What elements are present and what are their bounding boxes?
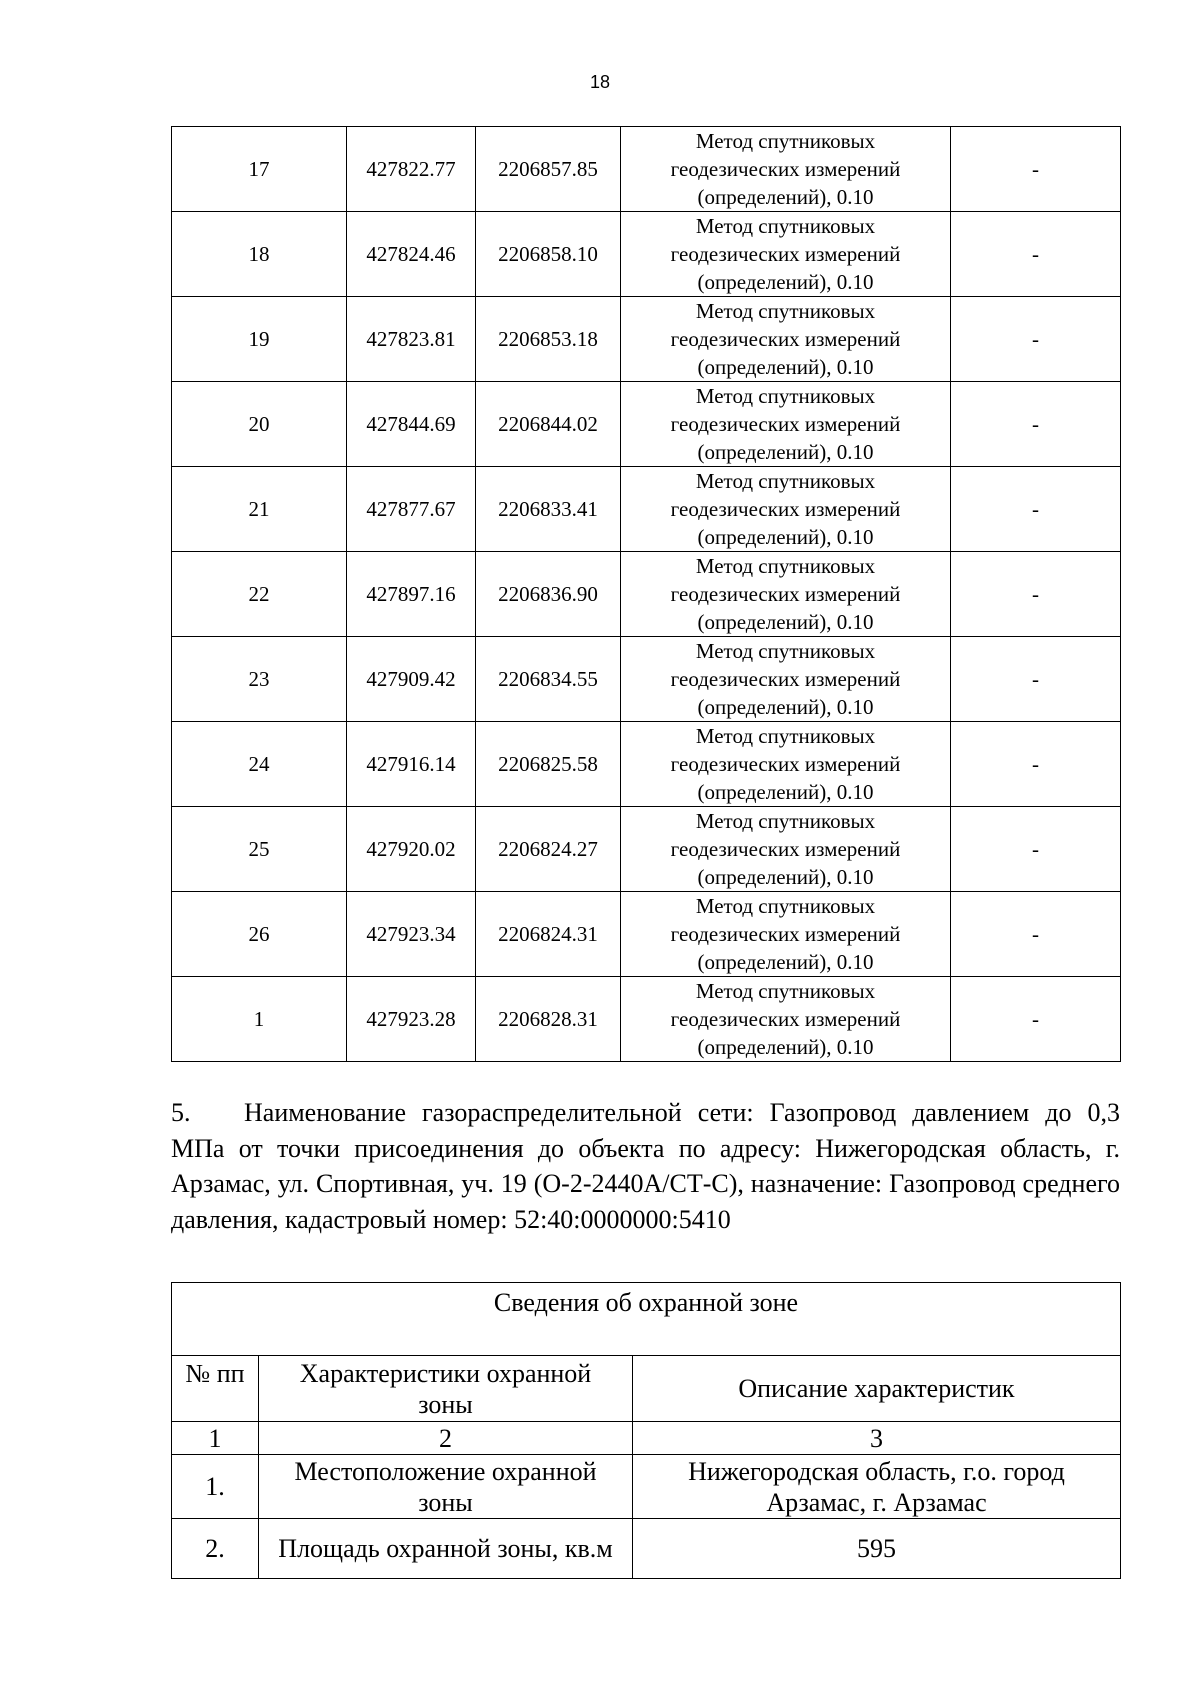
method-line: Метод спутниковых	[695, 724, 876, 748]
row-characteristic	[259, 1455, 633, 1519]
method-line: (определений), 0.10	[697, 950, 874, 974]
method-line: Метод спутниковых	[695, 469, 876, 493]
method-line: Метод спутниковых	[695, 979, 876, 1003]
method-line: (определений), 0.10	[697, 270, 874, 294]
method-line: (определений), 0.10	[697, 695, 874, 719]
coord-y: 2206858.10	[476, 212, 621, 297]
coord-y: 2206824.27	[476, 807, 621, 892]
coordinate-row	[172, 127, 1121, 212]
coordinate-row	[172, 807, 1121, 892]
zone-table-caption: Сведения об охранной зоне	[172, 1283, 1121, 1356]
method-line: (определений), 0.10	[697, 865, 874, 889]
zone-table-caption-row	[172, 1283, 1121, 1356]
coordinate-row	[172, 382, 1121, 467]
method-line: Метод спутниковых	[695, 639, 876, 663]
method-line: геодезических измерений	[670, 497, 901, 521]
note-cell: -	[951, 977, 1121, 1062]
coord-x: 427923.34	[347, 892, 476, 977]
method-line: геодезических измерений	[670, 327, 901, 351]
header-num: № пп	[172, 1356, 259, 1422]
note-cell: -	[951, 382, 1121, 467]
row-description-line1: Нижегородская область, г.о. город	[688, 1456, 1065, 1486]
note-cell: -	[951, 552, 1121, 637]
header-characteristics-line1: Характеристики охранной	[299, 1358, 592, 1388]
method-cell	[621, 977, 951, 1062]
coord-y: 2206836.90	[476, 552, 621, 637]
point-number: 19	[172, 297, 347, 382]
section-number: 5.	[171, 1098, 191, 1127]
coordinate-row	[172, 297, 1121, 382]
coordinates-table	[171, 126, 1121, 1062]
method-line: Метод спутниковых	[695, 299, 876, 323]
row-characteristic-line1: Местоположение охранной	[294, 1456, 597, 1486]
coord-x: 427844.69	[347, 382, 476, 467]
method-line: геодезических измерений	[670, 1007, 901, 1031]
protection-zone-table	[171, 1282, 1121, 1579]
note-cell: -	[951, 297, 1121, 382]
method-line: (определений), 0.10	[697, 355, 874, 379]
row-description: 595	[633, 1519, 1121, 1579]
point-number: 22	[172, 552, 347, 637]
index-cell: 3	[633, 1422, 1121, 1455]
coordinate-row	[172, 637, 1121, 722]
point-number: 1	[172, 977, 347, 1062]
method-line: (определений), 0.10	[697, 525, 874, 549]
coord-y: 2206853.18	[476, 297, 621, 382]
method-line: геодезических измерений	[670, 242, 901, 266]
coordinate-row	[172, 892, 1121, 977]
coord-y: 2206828.31	[476, 977, 621, 1062]
note-cell: -	[951, 892, 1121, 977]
note-cell: -	[951, 212, 1121, 297]
point-number: 20	[172, 382, 347, 467]
header-description: Описание характеристик	[633, 1356, 1121, 1422]
point-number: 25	[172, 807, 347, 892]
method-line: геодезических измерений	[670, 922, 901, 946]
method-cell	[621, 807, 951, 892]
method-line: геодезических измерений	[670, 752, 901, 776]
row-description-line2: Арзамас, г. Арзамас	[766, 1487, 987, 1517]
coord-y: 2206857.85	[476, 127, 621, 212]
coord-x: 427920.02	[347, 807, 476, 892]
coord-y: 2206833.41	[476, 467, 621, 552]
note-cell: -	[951, 127, 1121, 212]
point-number: 18	[172, 212, 347, 297]
zone-table-index-row	[172, 1422, 1121, 1455]
coord-y: 2206834.55	[476, 637, 621, 722]
method-cell	[621, 552, 951, 637]
method-line: Метод спутниковых	[695, 214, 876, 238]
zone-table-row	[172, 1455, 1121, 1519]
method-cell	[621, 637, 951, 722]
coord-y: 2206824.31	[476, 892, 621, 977]
row-characteristic-line2: зоны	[418, 1487, 473, 1517]
coord-x: 427822.77	[347, 127, 476, 212]
coordinates-table-body	[172, 127, 1121, 1062]
section-5-paragraph	[171, 1095, 1120, 1237]
coordinate-row	[172, 977, 1121, 1062]
method-cell	[621, 467, 951, 552]
method-line: геодезических измерений	[670, 412, 901, 436]
note-cell: -	[951, 467, 1121, 552]
index-cell: 2	[259, 1422, 633, 1455]
coordinate-row	[172, 467, 1121, 552]
method-line: Метод спутниковых	[695, 894, 876, 918]
method-line: геодезических измерений	[670, 157, 901, 181]
method-line: Метод спутниковых	[695, 809, 876, 833]
method-line: Метод спутниковых	[695, 384, 876, 408]
point-number: 23	[172, 637, 347, 722]
method-cell	[621, 892, 951, 977]
point-number: 24	[172, 722, 347, 807]
method-cell	[621, 212, 951, 297]
row-characteristic: Площадь охранной зоны, кв.м	[259, 1519, 633, 1579]
coordinate-row	[172, 722, 1121, 807]
coord-y: 2206825.58	[476, 722, 621, 807]
row-num: 2.	[172, 1519, 259, 1579]
row-description	[633, 1455, 1121, 1519]
page-number: 18	[589, 72, 611, 92]
coord-x: 427877.67	[347, 467, 476, 552]
section-text: Наименование газораспределительной сети: Газопровод давлением до 0,3 МПа от точки присоединения до объекта по адресу: Нижегородская область, г. Арзамас, ул. Спортивная, уч. 19 (О-2-2440А/СТ-С), назначение: Газопровод среднего давления, кадастровый номер: 52:40:0000000:5410	[171, 1098, 1120, 1234]
point-number: 17	[172, 127, 347, 212]
note-cell: -	[951, 637, 1121, 722]
method-cell	[621, 297, 951, 382]
note-cell: -	[951, 807, 1121, 892]
coord-x: 427923.28	[347, 977, 476, 1062]
method-line: (определений), 0.10	[697, 440, 874, 464]
method-cell	[621, 382, 951, 467]
row-num: 1.	[172, 1455, 259, 1519]
header-characteristics	[259, 1356, 633, 1422]
zone-table-row	[172, 1519, 1121, 1579]
method-line: геодезических измерений	[670, 667, 901, 691]
coordinate-row	[172, 212, 1121, 297]
note-cell: -	[951, 722, 1121, 807]
coord-x: 427824.46	[347, 212, 476, 297]
method-line: Метод спутниковых	[695, 554, 876, 578]
method-line: геодезических измерений	[670, 582, 901, 606]
coord-y: 2206844.02	[476, 382, 621, 467]
method-line: (определений), 0.10	[697, 610, 874, 634]
index-cell: 1	[172, 1422, 259, 1455]
zone-table-header-row	[172, 1356, 1121, 1422]
method-line: (определений), 0.10	[697, 185, 874, 209]
method-line: (определений), 0.10	[697, 780, 874, 804]
coordinate-row	[172, 552, 1121, 637]
coord-x: 427823.81	[347, 297, 476, 382]
point-number: 21	[172, 467, 347, 552]
coord-x: 427916.14	[347, 722, 476, 807]
point-number: 26	[172, 892, 347, 977]
method-line: Метод спутниковых	[695, 129, 876, 153]
method-cell	[621, 722, 951, 807]
method-line: (определений), 0.10	[697, 1035, 874, 1059]
method-cell	[621, 127, 951, 212]
header-characteristics-line2: зоны	[418, 1389, 473, 1419]
coord-x: 427909.42	[347, 637, 476, 722]
method-line: геодезических измерений	[670, 837, 901, 861]
coord-x: 427897.16	[347, 552, 476, 637]
